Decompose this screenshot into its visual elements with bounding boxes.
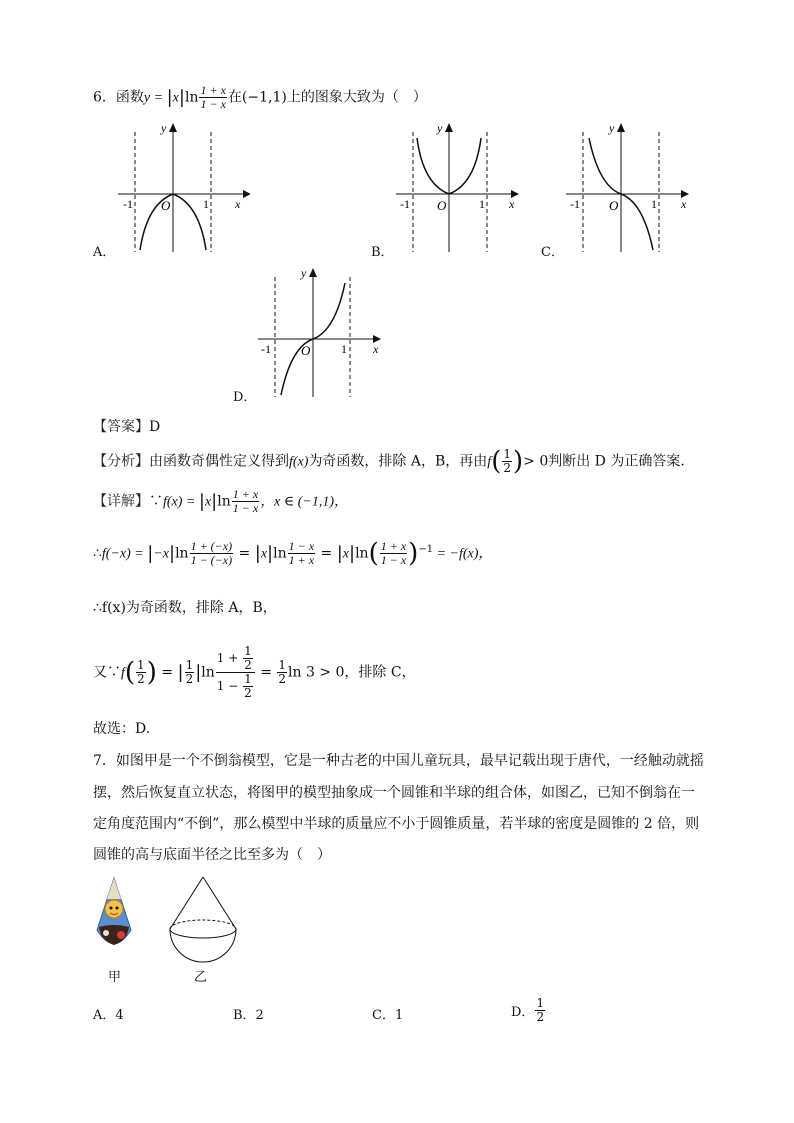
option-b-label: B． [371,245,394,260]
q7-option-b: B．2 [233,1008,264,1023]
axis-y-label: y [301,266,307,280]
graph-a [115,120,250,255]
detail-fx: f(x) = [163,494,199,510]
frac-den: 2 [536,1010,545,1024]
q7-option-c: C．1 [372,1008,404,1023]
analysis-tag: 【分析】 [93,453,149,470]
frac-num: 1 − x [288,539,315,553]
q7-option-d-frac [535,997,545,1024]
q6-fraction [199,84,226,111]
num-prefix: 1 + [216,651,243,665]
tick-pos-label: 1 [203,197,209,211]
axis-y-label: y [161,121,167,135]
half-num: 1 [278,658,287,672]
detail-ln: ln [217,493,231,510]
tick-pos-label: 1 [651,197,657,211]
abs-bar: | [169,543,176,564]
equals: = [316,545,337,562]
origin-label: O [301,343,311,358]
q7-option-a: A．4 [93,1008,124,1023]
q6-ln: ln [184,89,199,106]
tumbler-toy-figure [93,875,135,955]
axis-y-label: y [609,121,615,135]
half-den: 2 [244,658,252,672]
paren-left: ( [124,657,136,688]
coef-half [277,659,287,686]
frac-den: 1 − (−x) [190,553,233,567]
tick-neg-label: -1 [570,197,580,211]
q6-frac-num: 1 + x [200,83,226,97]
graph-b [393,120,528,255]
detail-line-2 [93,540,492,567]
inner-half [243,673,253,700]
detail-abs-x: x [342,546,349,562]
y-arrow [309,268,317,277]
detail-result: ln 3 > 0，排除 C， [288,664,416,681]
q7-option-d-label: D． [511,1005,535,1020]
answer-line [93,416,160,436]
half-den: 2 [244,686,252,700]
half-num: 1 [503,447,511,461]
analysis-f: f [487,454,492,470]
paren-left: ( [491,446,502,477]
paren-right: ) [408,538,419,569]
since-symbol: ∵ [149,493,163,510]
answer-value: D [149,419,161,435]
abs-bar: | [147,543,154,564]
q7-line-3: 定角度范围内“不倒”，那么模型中半球的质量应不小于圆锥质量，若半球的密度是圆锥的 2 倍，则 [93,816,700,832]
compound-num [216,645,255,673]
frac-den: 1 − x [380,553,407,567]
analysis-fx: f(x) [289,454,309,470]
origin-label: O [161,198,171,213]
frac-den: 1 − x [232,501,259,515]
detail-ln: ln [273,545,287,562]
analysis-text-3: 判断出 D 为正确答案. [548,453,685,470]
q6-stem [93,84,427,111]
q6-frac-den: 1 − x [200,97,226,111]
equals: = [156,664,178,681]
detail-frac-1 [232,488,259,515]
y-arrow [445,123,453,132]
q6-interval: (−1,1) [241,89,287,106]
detail-rhs: = −f(x)， [433,546,493,562]
option-c-label: C． [541,245,564,260]
tick-pos-label: 1 [341,342,347,356]
half-den: 2 [503,461,511,475]
detail-abs-x: x [260,546,268,562]
axis-y-label: y [437,121,443,135]
tick-neg-label: -1 [123,197,133,211]
analysis-text-1: 由函数奇偶性定义得到 [149,453,289,470]
analysis-line [93,448,685,475]
abs-bar: | [211,491,218,512]
detail-ln: ln [175,545,189,562]
compound-frac [216,645,255,700]
half-den: 2 [137,672,145,686]
detail-frac-4 [380,540,407,567]
analysis-gt0: > 0 [523,453,549,470]
half-den: 2 [278,672,287,686]
abs-bar: | [166,87,173,108]
origin-label: O [609,198,619,213]
analysis-text-2: 为奇函数，排除 A，B，再由 [308,453,488,470]
figure-yi-label: 乙 [194,970,208,985]
inner-half [243,645,253,672]
axis-x-label: x [681,197,687,211]
answer-tag: 【答案】 [93,419,149,435]
abs-bar: | [177,662,184,683]
detail-ln: ln [201,664,215,681]
abs-bar: | [267,543,274,564]
den-prefix: 1 − [216,679,243,693]
paren-right: ) [512,446,524,477]
half-den: 2 [185,672,194,686]
y-arrow [169,123,177,132]
half-num: 1 [244,644,252,658]
q6-tail: 上的图象大致为（ ） [286,89,427,106]
detail-neg-abs: −x [153,546,169,562]
q6-abs-x: x [172,90,179,106]
graph-d [255,265,390,400]
detail-f: f [121,665,125,681]
frac-num: 1 + x [380,539,407,553]
abs-bar: | [178,87,185,108]
equals: = [234,545,255,562]
detail-line-3 [93,597,277,617]
abs-bar: | [198,491,205,512]
analysis-half [502,448,512,475]
exponent: −1 [418,543,434,555]
detail-frac-2 [190,540,234,567]
frac-num: 1 [536,996,545,1010]
detail-line-1 [93,488,348,515]
option-a-label: A． [93,245,116,260]
detail-conclusion: 故选：D. [93,721,151,737]
detail-line-4 [93,645,416,700]
half-num: 1 [137,658,145,672]
therefore-symbol: ∴ [93,545,102,562]
q6-func-lhs: y = [143,90,167,106]
x-arrow [243,190,250,198]
half-num: 1 [244,672,252,686]
half-num: 1 [185,658,194,672]
abs-half [185,659,195,686]
equals: = [255,664,277,681]
q7-line-2: 摆，然后恢复直立状态，将图甲的模型抽象成一个圆锥和半球的组合体，如图乙，已知不倒翁在一 [93,785,695,801]
detail-half [136,659,146,686]
q6-on: 在 [227,89,242,106]
frac-num: 1 + x [232,487,259,501]
abs-bar: | [336,543,343,564]
compound-den [216,673,255,700]
q7-line-1: 7．如图甲是一个不倒翁模型，它是一种古老的中国儿童玩具，最早记载出现于唐代，一经触动就摇 [93,753,704,769]
detail-domain: ，x ∈ (−1,1)， [260,494,349,510]
figure-jia-label: 甲 [108,970,122,985]
also-since: 又∵ [93,664,121,681]
q7-line-4: 圆锥的高与底面半径之比至多为（ ） [93,847,331,863]
paren-left: ( [368,538,379,569]
detail-odd-statement: ∴f(x)为奇函数，排除 A，B， [93,600,277,616]
axis-x-label: x [373,342,379,356]
detail-fmx: f(−x) = [101,546,148,562]
origin-label: O [437,198,447,213]
detail-frac-3 [288,540,315,567]
axis-x-label: x [509,197,515,211]
abs-bar: | [195,662,202,683]
paren-right: ) [146,657,157,688]
abs-bar: | [254,543,261,564]
q7-option-d [511,997,546,1024]
axis-x-label: x [235,197,241,211]
abs-bar: | [348,543,356,564]
q6-number: 6．函数 [93,89,144,106]
tick-neg-label: -1 [400,197,410,211]
y-arrow [617,123,625,132]
cone-hemisphere-figure [162,874,244,966]
option-d-label: D． [233,390,257,405]
detail-tag: 【详解】 [93,493,149,510]
graph-c [563,120,698,255]
detail-abs-x: x [204,494,212,510]
tick-neg-label: -1 [261,342,271,356]
tick-pos-label: 1 [479,197,485,211]
frac-den: 1 + x [288,553,315,567]
detail-ln: ln [355,545,369,562]
frac-num: 1 + (−x) [190,539,233,553]
